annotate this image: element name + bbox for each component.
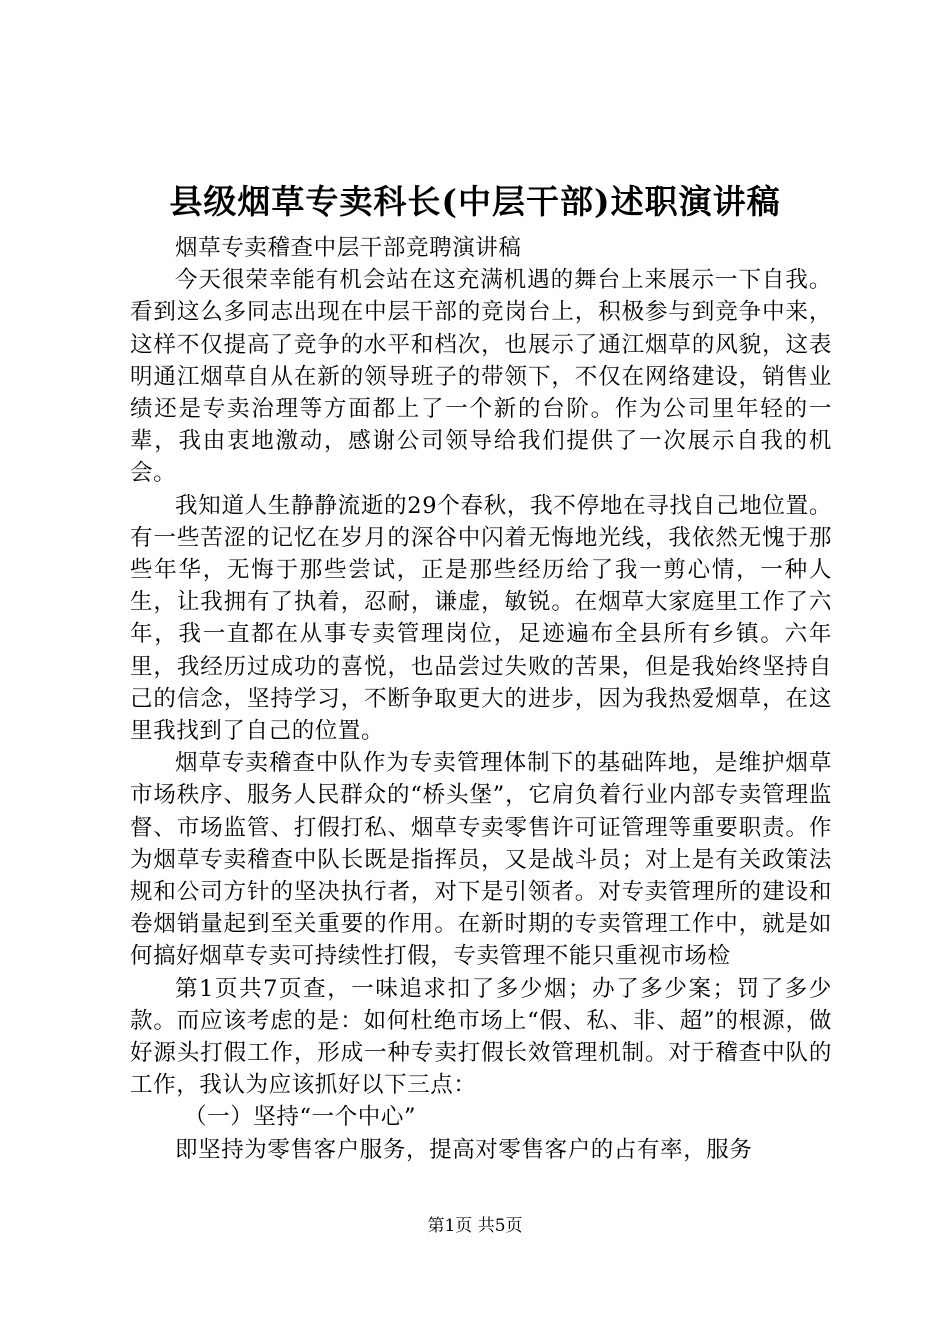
- paragraph-continuation: 第1页共7页查，一味追求扣了多少烟；办了多少案；罚了多少款。而应该考虑的是：如何杜绝市场上“假、私、非、超”的根源，做好源头打假工作，形成一种专卖打假长效管理机制。对于稽查中队的工作，我认为应该抓好以下三点：: [130, 975, 832, 1099]
- page-number-footer: 第1页 共5页: [427, 1216, 523, 1236]
- section-heading-one-center: （一）坚持“一个中心”: [184, 1104, 417, 1131]
- paragraph-role: 烟草专卖稽查中队作为专卖管理体制下的基础阵地，是维护烟草市场秩序、服务人民群众的“桥头堡”，它肩负着行业内部专卖管理监督、市场监管、打假打私、烟草专卖零售许可证管理等重要职责。作为烟草专卖稽查中队长既是指挥员，又是战斗员；对上是有关政策法规和公司方针的坚决执行者，对下是引领者。对专卖管理所的建设和卷烟销量起到至关重要的作用。在新时期的专卖管理工作中，就是如何搞好烟草专卖可持续性打假，专卖管理不能只重视市场检: [130, 750, 832, 970]
- document-body: [130, 232, 832, 1166]
- paragraph-intro: 今天很荣幸能有机会站在这充满机遇的舞台上来展示一下自我。看到这么多同志出现在中层干部的竞岗台上，积极参与到竞争中来，这样不仅提高了竞争的水平和档次，也展示了通江烟草的风貌，这表明通江烟草自从在新的领导班子的带领下，不仅在网络建设，销售业绩还是专卖治理等方面都上了一个新的台阶。作为公司里年轻的一辈，我由衷地激动，感谢公司领导给我们提供了一次展示自我的机会。: [130, 267, 832, 487]
- document-title: 县级烟草专卖科长(中层干部)述职演讲稿: [169, 182, 781, 221]
- paragraph-service: 即坚持为零售客户服务，提高对零售客户的占有率，服务: [175, 1136, 753, 1163]
- document-subtitle: 烟草专卖稽查中层干部竞聘演讲稿: [175, 235, 522, 261]
- paragraph-personal: 我知道人生静静流逝的29个春秋，我不停地在寻找自己地位置。有一些苦涩的记忆在岁月的深谷中闪着无悔地光线，我依然无愧于那些年华，无悔于那些尝试，正是那些经历给了我一剪心情，一种人生，让我拥有了执着，忍耐，谦虚，敏锐。在烟草大家庭里工作了六年，我一直都在从事专卖管理岗位，足迹遍布全县所有乡镇。六年里，我经历过成功的喜悦，也品尝过失败的苦果，但是我始终坚持自己的信念，坚持学习，不断争取更大的进步，因为我热爱烟草，在这里我找到了自己的位置。: [130, 492, 832, 745]
